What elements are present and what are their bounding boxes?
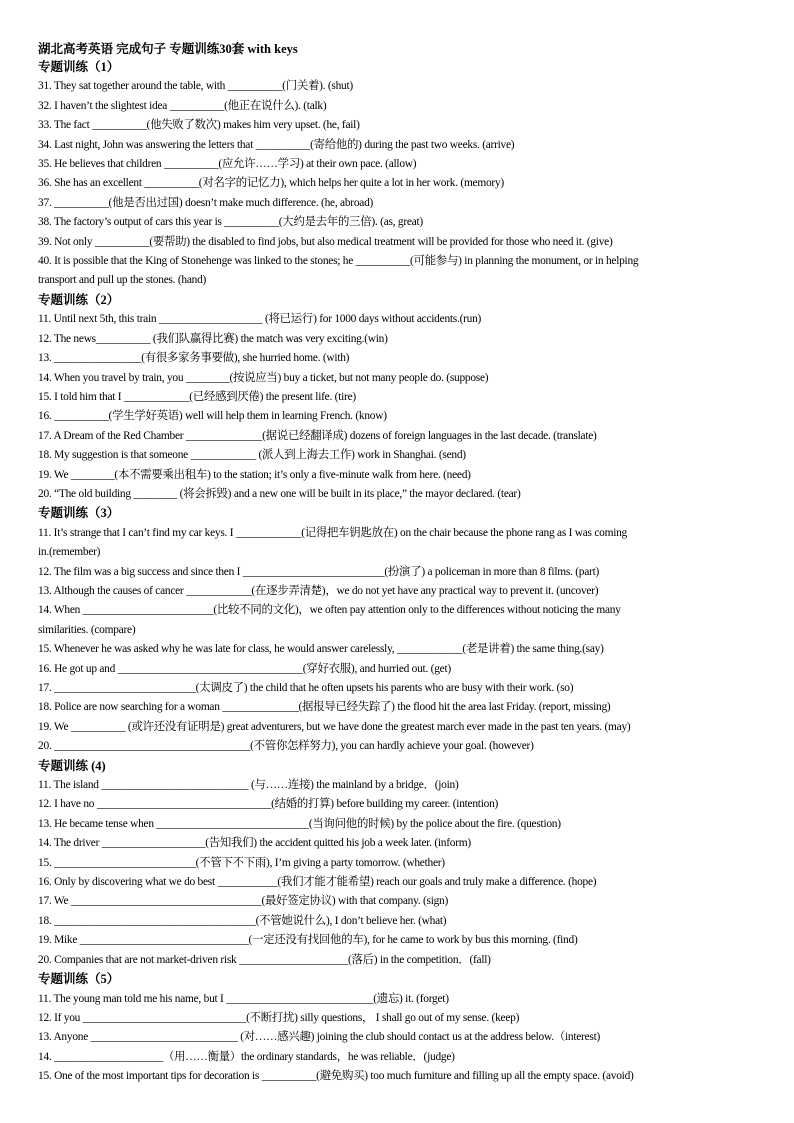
exercise-line: 19. We __________ (或许还没有证明是) great adventurers, but we have done the greatest march ever made in the past ten years. (may) xyxy=(38,720,631,733)
exercise-line: 34. Last night, John was answering the letters that __________(寄给他的) during the past two weeks. (arrive) xyxy=(38,138,515,151)
exercise-line: 11. The island ___________________________ (与……连接) the mainland by a bridge．(join) xyxy=(38,779,459,792)
exercise-line: 13. ________________(有很多家务事要做), she hurried home. (with) xyxy=(38,352,350,365)
exercise-line: 14. When you travel by train, you ________(按说应当) buy a ticket, but not many people do. (suppose) xyxy=(38,371,489,384)
exercise-line: 40. It is possible that the King of Stonehenge was linked to the stones; he __________(可能参与) in planning the monument, or in helping xyxy=(38,255,639,268)
document-title: 湖北高考英语 完成句子 专题训练30套 with keys xyxy=(38,42,298,56)
exercise-line-continuation: similarities. (compare) xyxy=(38,623,136,636)
exercise-line: 31. They sat together around the table, with __________(门关着). (shut) xyxy=(38,80,353,93)
exercise-line: 19. Mike _______________________________(一定还没有找回他的车), for he came to work by bus this morning. (find) xyxy=(38,934,578,947)
exercise-line: 37. __________(他是否出过国) doesn’t make much difference. (he, abroad) xyxy=(38,196,374,209)
exercise-line: 18. Police are now searching for a woman ______________(据报导已经失踪了) the flood hit the area last Friday. (report, missing) xyxy=(38,701,611,714)
exercise-line: 20. Companies that are not market-driven risk ____________________(落后) in the competition．(fall) xyxy=(38,953,491,966)
exercise-line: 18. My suggestion is that someone ____________ (派人到上海去工作) work in Shanghai. (send) xyxy=(38,449,466,462)
exercise-line: 36. She has an excellent __________(对名字的记忆力), which helps her quite a lot in her work. (memory) xyxy=(38,177,504,190)
exercise-line: 13. He became tense when ____________________________(当询问他的时候) by the police about the fire. (question) xyxy=(38,817,561,830)
exercise-line: 15. Whenever he was asked why he was late for class, he would answer carelessly, ____________(老是讲着) the same thing.(say) xyxy=(38,643,604,656)
exercise-line: 19. We ________(本不需要乘出租车) to the station; it’s only a five-minute walk from here. (need) xyxy=(38,468,471,481)
exercise-line-continuation: transport and pull up the stones. (hand) xyxy=(38,274,207,287)
exercise-line: 38. The factory’s output of cars this year is __________(大约是去年的三倍). (as, great) xyxy=(38,216,423,229)
exercise-line: 16. He got up and __________________________________(穿好衣服), and hurried out. (get) xyxy=(38,662,451,675)
exercise-line: 18. _____________________________________(不管她说什么), I don’t believe her. (what) xyxy=(38,914,447,927)
exercise-line: 20. ____________________________________(不管你怎样努力), you can hardly achieve your goal. (however) xyxy=(38,740,534,753)
sections-container xyxy=(38,58,758,1087)
exercise-line: 14. The driver ___________________(告知我们) the accident quitted his job a week later. (inform) xyxy=(38,837,471,850)
exercise-line: 39. Not only __________(要帮助) the disabled to find jobs, but also medical treatment will be provided for those who need it. (give) xyxy=(38,235,613,248)
exercise-line: 15. One of the most important tips for decoration is __________(避免购买) too much furniture and filling up all the empty space. (avoid) xyxy=(38,1070,634,1083)
exercise-line: 15. I told him that I ____________(已经感到厌倦) the present life. (tire) xyxy=(38,390,356,403)
exercise-line: 12. The news__________ (我们队赢得比赛) the match was very exciting.(win) xyxy=(38,332,388,345)
section-heading: 专题训练（3） xyxy=(38,506,120,521)
exercise-line: 16. __________(学生学好英语) well will help them in learning French. (know) xyxy=(38,410,387,423)
exercise-line: 13. Anyone ___________________________ (对……感兴趣) joining the club should contact us at the address below.（interest) xyxy=(38,1031,601,1044)
exercise-line: 20. “The old building ________ (将会拆毁) and a new one will be built in its place,” the mayor declared. (tear) xyxy=(38,487,521,500)
exercise-line: 35. He believes that children __________(应允许……学习) at their own pace. (allow) xyxy=(38,158,417,171)
exercise-line: 17. We ___________________________________(最好签定协议) with that company. (sign) xyxy=(38,895,449,908)
exercise-line: 14. ____________________（用……衡量）the ordinary standards，he was reliable．(judge) xyxy=(38,1050,455,1063)
exercise-line: 11. The young man told me his name, but I ___________________________(遗忘) it. (forget) xyxy=(38,992,449,1005)
section-heading: 专题训练（2） xyxy=(38,292,120,307)
exercise-line-continuation: in.(remember) xyxy=(38,546,101,559)
exercise-line: 16. Only by discovering what we do best ___________(我们才能才能希望) reach our goals and truly make a difference. (hope) xyxy=(38,876,597,889)
exercise-line: 11. Until next 5th, this train ___________________ (将已运行) for 1000 days without accidents.(run) xyxy=(38,313,482,326)
exercise-line: 15. __________________________(不管下不下雨), I’m giving a party tomorrow. (whether) xyxy=(38,856,445,869)
section-heading: 专题训练（5） xyxy=(38,972,120,987)
exercise-line: 12. I have no ________________________________(结婚的打算) before building my career. (intention) xyxy=(38,798,499,811)
section-heading: 专题训练（1） xyxy=(38,60,120,74)
exercise-line: 32. I haven’t the slightest idea __________(他正在说什么). (talk) xyxy=(38,99,327,112)
exercise-line: 13. Although the causes of cancer ____________(在逐步弄清楚)，we do not yet have any practical way to prevent it. (uncover) xyxy=(38,584,599,597)
section-heading: 专题训练 (4) xyxy=(38,758,106,773)
exercise-line: 33. The fact __________(他失败了数次) makes him very upset. (he, fail) xyxy=(38,119,360,132)
exercise-line: 17. A Dream of the Red Chamber ______________(据说已经翻译成) dozens of foreign languages in the last decade. (translate) xyxy=(38,429,597,442)
exercise-line: 11. It’s strange that I can’t find my car keys. I ____________(记得把车钥匙放在) on the chair because the phone rang as I was coming xyxy=(38,526,627,539)
exercise-line: 14. When ________________________(比较不同的文化)，we often pay attention only to the differences without noticing the many xyxy=(38,604,621,617)
document-page xyxy=(38,40,758,1087)
exercise-line: 12. The film was a big success and since then I __________________________(扮演了) a policeman in more than 8 films. (part) xyxy=(38,565,600,578)
exercise-line: 17. __________________________(太调皮了) the child that he often upsets his parents who are busy with their work. (so) xyxy=(38,682,574,694)
exercise-line: 12. If you ______________________________(不断打扰) silly questions， I shall go out of my sense. (keep) xyxy=(38,1011,520,1024)
